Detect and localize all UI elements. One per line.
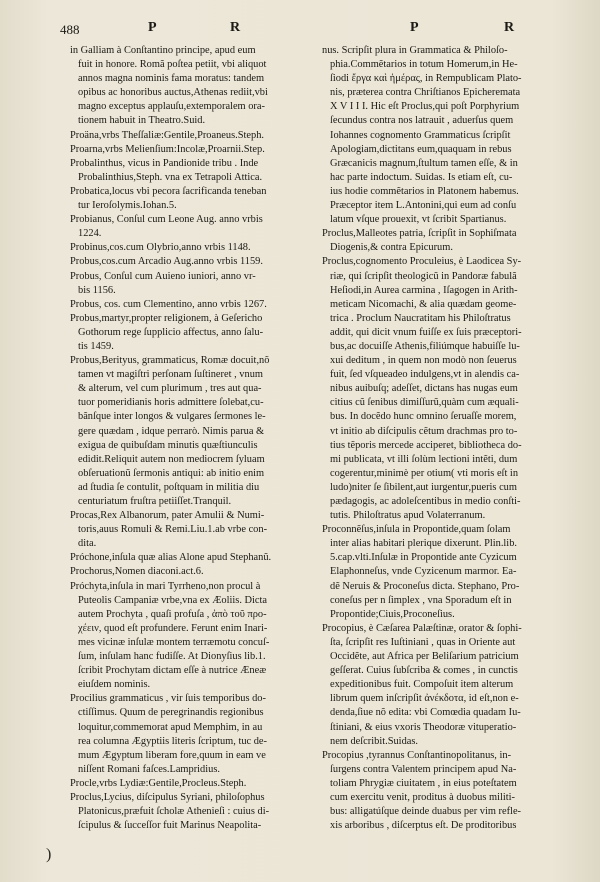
text-line: X V I I I. Hic eſt Proclus,qui poſt Porphyrium <box>330 101 520 113</box>
dictionary-entry <box>322 622 574 749</box>
text-line: bãnſque inter longos & vulgares ſermones le- <box>78 411 266 423</box>
text-line: Procas,Rex Albanorum, pater Amulii & Numi- <box>70 510 265 522</box>
text-line: ludo)niter ſe ſibilent,aut iurgentur,pueris cum <box>330 481 517 493</box>
text-line: Puteolis Campaniæ vrbe,vna ex Æoliis. Dicta <box>78 594 268 606</box>
right-column-key-2: R <box>504 20 517 35</box>
text-line: Proarna,vrbs Melienſium:Incolæ,Proarnii.Step. <box>70 143 265 155</box>
text-line: exigua de quibuſdam minutis quæſtiunculis <box>78 439 258 451</box>
text-line: Proconnẽſus,inſula in Propontide,quam ſolam <box>322 524 511 536</box>
text-line: ſecundus contra nos latrauit , aduerſus quem <box>330 115 514 127</box>
text-line: inter alias habitari plerique dixerunt. Plin.lib. <box>330 538 517 550</box>
dictionary-entry <box>70 143 316 157</box>
text-line: Probus, cos. cum Clementino, anno vrbis 1267. <box>70 298 267 310</box>
text-line: Procopius, è Cæſarea Palæſtinæ, orator & ſophi- <box>322 622 522 634</box>
dictionary-entry <box>70 241 316 255</box>
text-line: χέειν, quod eſt profundere. Ferunt enim Inari- <box>78 622 268 634</box>
text-line: nus. Scripſit plura in Grammatica & Philoſo- <box>322 45 508 56</box>
text-line: Propontide;Ciuis,Proconeſius. <box>330 608 455 620</box>
text-line: ctiſſimus. Quum de peregrinandis regionibus <box>78 707 264 719</box>
dictionary-entry <box>70 213 316 241</box>
text-line: bus,ac docuiſſe Athenis,filiúmque habuiſſe lu- <box>330 340 520 352</box>
page-number: 488 <box>60 22 80 37</box>
text-line: xui deditum , in quem non modò non ſeuerus <box>330 355 517 367</box>
text-line: Proclus,Lycius, diſcipulus Syriani, philoſophus <box>70 791 265 803</box>
text-line: cogerentur,minimè per otium( vti moris eſt in <box>330 467 519 479</box>
text-line: ſtiniani, & eius vxoris Theodoræ vituperatio- <box>330 721 517 733</box>
dictionary-entry <box>70 791 316 833</box>
text-line: Probalinthus, vicus in Pandionide tribu . Inde <box>70 157 259 169</box>
text-line: bis 1156. <box>78 284 116 296</box>
dictionary-entry <box>70 777 316 791</box>
text-line: phia.Commẽtarios in totum Homerum,in He- <box>330 59 518 71</box>
text-line: pædagogis, ac adoleſcentibus in medio conſti- <box>330 496 521 507</box>
text-line: autem Prochyta , quaſi profuſa , ἀπὸ τοῦ προ- <box>78 608 267 620</box>
text-line: Apologiam,dictitans eum,quaquam in rebus <box>330 143 512 155</box>
text-line: tionem habuit in Theatro.Suid. <box>78 115 206 127</box>
dictionary-entry <box>70 157 316 185</box>
dictionary-entry <box>70 354 316 509</box>
text-line: Procle,vrbs Lydiæ:Gentile,Procleus.Steph. <box>70 777 247 789</box>
dictionary-entry <box>70 692 316 777</box>
text-line: Iohannes cognomento Grammaticus ſcripſit <box>330 129 511 141</box>
text-line: nibus auibuſq; adeſſet, dictans has nugas eum <box>330 383 518 395</box>
text-line: Elaphonneſus, vnde Cyzicenum marmor. Ea- <box>330 566 517 578</box>
text-line: Proäna,vrbs Theſſaliæ:Gentile,Proaneus.Steph. <box>70 129 265 141</box>
running-header <box>60 22 560 44</box>
text-line: Gothorum rege ſupplicio affectus, anno ſalu- <box>78 326 264 338</box>
text-line: Occidẽte, aut Africa per Beliſarium patricium <box>330 651 519 663</box>
dictionary-entry <box>70 551 316 565</box>
text-line: bus: alligatúſque deinde duabus per vim refle- <box>330 806 522 818</box>
text-line: niſſent Romani faſces.Lampridius. <box>78 763 220 775</box>
text-line: riæ, qui ſcripſit theologicũ in Pandoræ fabulã <box>330 270 517 282</box>
left-text-column <box>70 44 316 833</box>
text-line: Probus,Berityus, grammaticus, Romæ docuit,nõ <box>70 355 270 367</box>
text-line: 1224. <box>78 228 102 240</box>
text-line: vt initio ab diſcipulis cẽtum drachmas pro to- <box>330 425 518 437</box>
text-line: Probus,cos.cum Arcadio Aug.anno vrbis 1159. <box>70 256 263 268</box>
text-line: tamen vt magiſtri perſonam ſuſtineret , vnum <box>78 369 263 381</box>
dictionary-entry <box>70 298 316 312</box>
dictionary-entry <box>70 509 316 551</box>
text-line: bus. In docẽdo hunc omnino ſeruaſſe morem, <box>330 411 517 423</box>
text-line: ſcipulus & ſucceſſor fuit Marinus Neapolita- <box>78 820 262 832</box>
dictionary-entry <box>70 312 316 354</box>
text-line: citius cũ ſenibus dimiſſurũ,quàm cum æquali- <box>330 397 519 409</box>
text-line: Probatica,locus vbi pecora ſacrificanda teneban <box>70 185 267 197</box>
text-line: fuit, ſed vſqueadeo indulgens,vt in alendis ca- <box>330 369 520 381</box>
dictionary-entry <box>322 523 574 622</box>
text-line: meticam Nicomachi, & alia quædam geome- <box>330 298 517 310</box>
text-line: cum exercitu venit, proditus à duobus militi- <box>330 791 515 803</box>
text-line: tur Ieroſolymis.Iohan.5. <box>78 200 177 212</box>
text-line: ſurgens contra Valentem principem apud Na- <box>330 763 517 775</box>
text-line: tuor pomeridianis horis admittere ſolebat,cu- <box>78 397 264 409</box>
text-line: Heſiodi,in Aurea carmina , Iſagogen in Arith- <box>330 284 518 296</box>
text-line: centuriatum fruſtra petiiſſet.Tranquil. <box>78 496 232 507</box>
text-line: ad ſtudia ſe contulit, poſtquam in militia diu <box>78 481 260 493</box>
text-line: dẽ Neruis & Proconeſus dicta. Stephano, Pro- <box>330 580 520 592</box>
text-line: Probalinthius,Steph. vna ex Tetrapoli Attica. <box>78 171 263 183</box>
dictionary-entry <box>70 185 316 213</box>
text-line: mes vicinæ inſulæ montem terræmotu concuſ- <box>78 636 270 648</box>
dictionary-entry <box>70 255 316 269</box>
text-line: Diogenis,& contra Epicurum. <box>330 242 453 254</box>
left-column-key-1: P <box>148 20 159 35</box>
text-line: hac parte indoctum. Suidas. Is etiam eſt, cu- <box>330 171 513 183</box>
text-line: eiuſdem nominis. <box>78 679 151 691</box>
text-line: coneſus per n ſimplex , vna Sporadum eſt in <box>330 594 512 606</box>
dictionary-entry <box>70 580 316 693</box>
text-line: trica . Proclum Naucratitam his Philoſtratus <box>330 312 511 324</box>
text-line: Probianus, Conſul cum Leone Aug. anno vrbis <box>70 214 263 226</box>
right-column-key-1: P <box>410 20 421 35</box>
text-line: ſiodi ἔργα καὶ ἡμέρας, in Rempublicam Plato- <box>330 73 522 85</box>
text-line: gere quædam , idque perrarò. Nimis parua & <box>78 425 265 437</box>
text-line: toris,auus Romuli & Remi.Liu.1.ab vrbe con- <box>78 524 268 536</box>
left-column-key-2: R <box>230 20 243 35</box>
text-line: mi publicata, vt illi ſolùm lectioni intẽti, dum <box>330 453 518 465</box>
text-line: dita. <box>78 538 97 550</box>
text-line: tius tẽporis mercede acciperet, bibliotheca do- <box>330 439 522 451</box>
text-line: 5.cap.vlti.Inſulæ in Propontide ante Cyzicum <box>330 552 517 564</box>
text-line: tis 1459. <box>78 340 114 352</box>
text-line: Prochorus,Nomen diaconi.act.6. <box>70 566 204 578</box>
dictionary-entry <box>322 227 574 255</box>
text-line: Próchone,inſula quæ alias Alone apud Stephanũ. <box>70 552 272 564</box>
text-line: obſeruationũ ſermonis antiqui: ab initio enim <box>78 467 265 479</box>
text-line: expeditionibus fuit. Compoſuit item alterum <box>330 679 514 691</box>
text-line: Probus, Conſul cum Auieno iuniori, anno vr- <box>70 270 256 282</box>
text-line: addit, qui dicit vnum fuiſſe ex ſuis præceptori- <box>330 326 522 338</box>
text-line: Græcanicis magnum,ſtultum tamen eſſe, & in <box>330 157 518 169</box>
text-line: Platonicus,præfuit ſcholæ Athenieſi : cuius di- <box>78 806 270 818</box>
text-line: Probinus,cos.cum Olybrio,anno vrbis 1148. <box>70 242 251 254</box>
text-line: Procilius grammaticus , vir ſuis temporibus do- <box>70 693 266 705</box>
text-line: ius hodie commẽtarios in Platonem habemus. <box>330 185 519 197</box>
text-line: Proclus,Malleotes patria, ſcripſit in Sophiſmata <box>322 228 517 240</box>
text-line: mum Ægyptum liberam fore,quum in eam ve <box>78 749 266 761</box>
text-line: toliam Phrygiæ ciuitatem , in eius poteſtatem <box>330 777 517 789</box>
dictionary-entry <box>322 749 574 834</box>
text-line: Probus,martyr,propter religionem, à Geſericho <box>70 312 263 324</box>
text-line: Præceptor item L.Antonini,qui eum ad conſu <box>330 200 517 212</box>
text-line: ſta, ſcripſit res Iuſtiniani , quas in Oriente aut <box>330 636 516 648</box>
text-line: xis arboribus , diſcerptus eſt. De proditoribus <box>330 820 517 832</box>
text-line: edidit.Reliquit autem non mediocrem ſyluam <box>78 453 265 465</box>
text-line: loquitur,commemorat apud Memphim, in au <box>78 721 263 733</box>
text-line: tutis. Philoſtratus apud Volaterranum. <box>330 510 486 522</box>
dictionary-entry <box>70 565 316 579</box>
right-text-column <box>322 44 574 833</box>
text-line: opibus ac honoribus auctus,Athenas rediit,vbi <box>78 87 268 99</box>
text-line: rea columna Ægyptiis literis ſcriptum, tuc de- <box>78 735 268 747</box>
text-line: ſcribit Prochytam dictam eſſe à nutrice Æneæ <box>78 665 267 677</box>
text-line: fuit in honore. Romã poſtea petiit, vbi aliquot <box>78 59 267 71</box>
text-line: Próchyta,inſula in mari Tyrrheno,non procul à <box>70 580 261 592</box>
dictionary-entry <box>70 129 316 143</box>
dictionary-entry <box>322 44 574 227</box>
text-line: annos magna nominis fama moratus: tandem <box>78 73 265 85</box>
text-line: in Galliam à Conſtantino principe, apud eum <box>70 45 256 56</box>
text-line: librum quem inſcripſit ἀνέκδοτα, id eſt,non e- <box>330 693 519 705</box>
dictionary-entry <box>70 44 316 129</box>
text-line: latum vſque prouexit, vt ſcribit Spartianus. <box>330 214 507 226</box>
text-line: Proclus,cognomento Proculeius, è Laodicea Sy- <box>322 256 522 268</box>
text-line: ſum, inſulam hanc fudiſſe. At Dionyſius lib.1. <box>78 651 266 663</box>
text-line: denda,ſiue nõ edita: vbi Comœdia quadam Iu- <box>330 707 521 719</box>
dictionary-entry <box>70 270 316 298</box>
text-line: nis, præterea contra Chriſtianos Epicheremata <box>330 87 521 99</box>
dictionary-entry <box>322 255 574 523</box>
text-line: nem deſcribit.Suidas. <box>330 735 419 747</box>
text-line: & alterum, vel cum plurimum , tres aut qua- <box>78 383 262 395</box>
margin-mark: ) <box>46 846 52 863</box>
text-line: magno exceptus applauſu,extemporalem ora- <box>78 101 265 113</box>
text-line: Procopius ,tyrannus Conſtantinopolitanus, in- <box>322 749 512 761</box>
text-line: geſſerat. Cuius ſubſcriba & comes , in cunctis <box>330 665 518 677</box>
